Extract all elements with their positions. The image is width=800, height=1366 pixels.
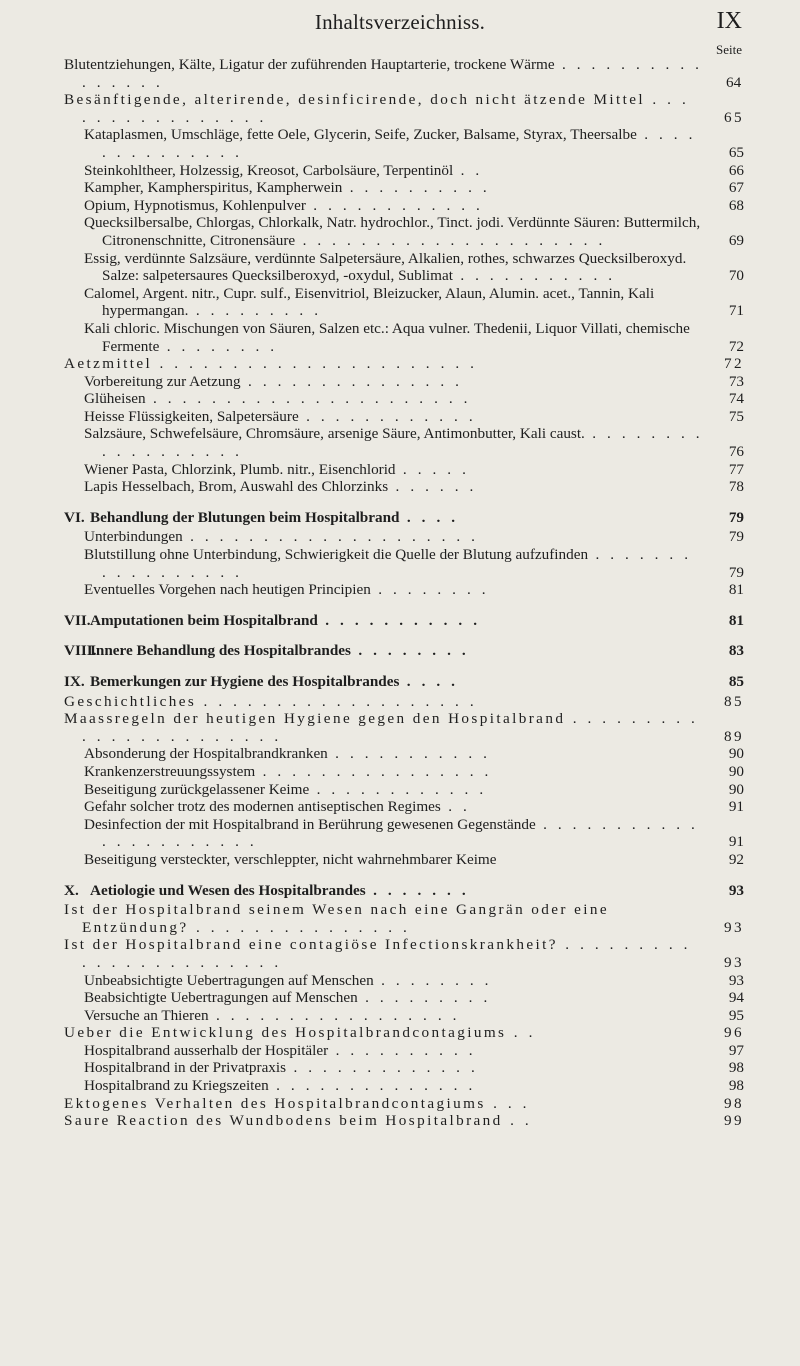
entry-page: 79 bbox=[728, 528, 744, 546]
entry-page: 96 bbox=[724, 1024, 744, 1042]
entry-text: Quecksilbersalbe, Chlorgas, Chlorkalk, Natr. hydrochlor., Tinct. jodi. Verdünnte Säuren: Buttermilch, Citronenschnitte, Citronensäure bbox=[84, 214, 701, 249]
toc-entry bbox=[64, 478, 744, 496]
toc-entry bbox=[64, 461, 744, 479]
entry-page: 81 bbox=[728, 581, 744, 599]
entry-text: Kataplasmen, Umschläge, fette Oele, Glycerin, Seife, Zucker, Balsame, Styrax, Theersalbe bbox=[84, 126, 637, 144]
entry-page: 97 bbox=[728, 1041, 744, 1059]
leader-dots: . . . . . . bbox=[388, 478, 477, 496]
leader-dots: . . . . . . . . . . . . . . . . . . . . bbox=[182, 528, 479, 546]
entry-text: Hospitalbrand ausserhalb der Hospitäler bbox=[84, 1041, 329, 1059]
entry-text: Besänftigende, alterirende, desinficirende, doch nicht ätzende Mittel bbox=[64, 91, 645, 109]
leader-dots: . . . . . . . . . bbox=[188, 302, 322, 320]
toc-entry bbox=[64, 320, 744, 355]
leader-dots: . . . . . . . . . . . bbox=[452, 267, 616, 285]
toc-entry bbox=[64, 816, 744, 851]
toc-entry bbox=[64, 936, 744, 971]
toc-entry bbox=[64, 285, 744, 320]
toc-entry bbox=[64, 710, 744, 745]
entry-text: Krankenzerstreuungssystem bbox=[84, 762, 256, 780]
entry-page: 93 bbox=[728, 971, 744, 989]
entry-page: 89 bbox=[724, 727, 744, 745]
entry-page: 95 bbox=[728, 1006, 744, 1024]
entry-text: Beseitigung zurückgelassener Keime bbox=[84, 780, 310, 798]
entry-page: 91 bbox=[728, 798, 744, 816]
entry-text: Amputationen beim Hospitalbrand bbox=[90, 611, 318, 629]
chapter-heading bbox=[64, 642, 744, 660]
leader-dots: . . . . . . . . . . . . . . . . . . . bbox=[196, 692, 478, 710]
entry-text: Lapis Hesselbach, Brom, Auswahl des Chlorzinks bbox=[84, 478, 389, 496]
leader-dots: . . . . . . . . . . . . . . . . bbox=[255, 762, 492, 780]
entry-text: Gefahr solcher trotz des modernen antiseptischen Regimes bbox=[84, 798, 441, 816]
entry-page: 75 bbox=[728, 407, 744, 425]
leader-dots: . . bbox=[453, 161, 483, 179]
chapter-number: VIII. bbox=[64, 642, 97, 660]
toc-entry bbox=[64, 373, 744, 391]
entry-text: Unterbindungen bbox=[84, 528, 183, 546]
entry-page: 65 bbox=[724, 108, 744, 126]
leader-dots: . . . . . . . . . . bbox=[342, 179, 491, 197]
leader-dots: . . . . . . . . . . . . . . . . . bbox=[208, 1006, 461, 1024]
leader-dots: . . . . . . . . . . . . . . . . . . . . . . bbox=[152, 355, 478, 373]
entry-page: 72 bbox=[728, 337, 744, 355]
leader-dots: . . . . . . . bbox=[365, 881, 470, 899]
leader-dots: . . . . . . . . bbox=[373, 971, 493, 989]
entry-text: Desinfection der mit Hospitalbrand in Berührung gewesenen Gegenstände bbox=[84, 815, 536, 833]
entry-text: Blutstillung ohne Unterbindung, Schwierigkeit die Quelle der Blutung aufzufinden bbox=[84, 546, 589, 564]
entry-page: 90 bbox=[728, 780, 744, 798]
chapter-heading bbox=[64, 882, 744, 900]
entry-page: 69 bbox=[728, 231, 744, 249]
entry-text: Vorbereitung zur Aetzung bbox=[84, 372, 241, 390]
toc-entry bbox=[64, 693, 744, 711]
leader-dots: . . . . . . . . . . . . . . . bbox=[240, 372, 463, 390]
entry-page: 92 bbox=[728, 850, 744, 868]
toc-entry bbox=[64, 1059, 744, 1077]
toc-entry bbox=[64, 250, 744, 285]
chapter-heading bbox=[64, 612, 744, 630]
entry-page: 70 bbox=[728, 267, 744, 285]
leader-dots: . . . . . . . . . . . bbox=[327, 745, 491, 763]
leader-dots: . . bbox=[440, 798, 471, 816]
toc-entry bbox=[64, 355, 744, 373]
entry-page: 78 bbox=[728, 478, 744, 496]
leader-dots: . . . . . . . . . . . . . . . . . . . . . . . bbox=[82, 710, 699, 745]
entry-text: Essig, verdünnte Salzsäure, verdünnte Salpetersäure, Alkalien, rothes, schwarzes Quecksilberoxyd. Salze: salpetersaures Quecksilberoxyd, -oxydul, Sublimat bbox=[84, 249, 687, 285]
entry-text: Steinkohltheer, Holzessig, Kreosot, Carbolsäure, Terpentinöl bbox=[84, 161, 454, 179]
entry-page: 98 bbox=[724, 1094, 744, 1112]
leader-dots: . . . . . . . . . . . . . . . . . . bbox=[102, 425, 704, 461]
leader-dots: . . . . . . . . . . . . . . . bbox=[188, 918, 411, 936]
toc-entry bbox=[64, 1112, 744, 1130]
entry-page: 85 bbox=[724, 692, 744, 710]
entry-page: 73 bbox=[728, 372, 744, 390]
chapter-heading bbox=[64, 509, 744, 527]
leader-dots: . . . . . . . . bbox=[159, 337, 278, 355]
leader-dots: . . . . . . . . . . . . . . . . bbox=[82, 91, 690, 126]
leader-dots: . . . bbox=[485, 1094, 531, 1112]
entry-page: 74 bbox=[728, 390, 744, 408]
page-number: IX bbox=[716, 8, 742, 34]
toc-entry bbox=[64, 408, 744, 426]
leader-dots: . . . . . bbox=[395, 460, 470, 478]
entry-page: 81 bbox=[728, 611, 744, 629]
entry-text: Unbeabsichtigte Uebertragungen auf Menschen bbox=[84, 971, 374, 989]
toc-entry bbox=[64, 197, 744, 215]
toc-entry bbox=[64, 1095, 744, 1113]
entry-page: 91 bbox=[728, 833, 744, 851]
leader-dots: . . . . . . . . . . . . . . bbox=[102, 126, 697, 161]
chapter-number: VII. bbox=[64, 611, 91, 629]
leader-dots: . . . . . . . . . . bbox=[328, 1041, 477, 1059]
leader-dots: . . . . . . . . bbox=[370, 581, 490, 599]
entry-text: Geschichtliches bbox=[64, 692, 197, 710]
seite-label: Seite bbox=[716, 42, 742, 57]
chapter-number: VI. bbox=[64, 508, 85, 526]
entry-page: 98 bbox=[728, 1077, 744, 1095]
entry-text: Saure Reaction des Wundbodens beim Hospitalbrand bbox=[64, 1112, 503, 1130]
entry-text: Eventuelles Vorgehen nach heutigen Principien bbox=[84, 581, 371, 599]
leader-dots: . . . . . . . . . . . . bbox=[305, 196, 484, 214]
toc-entry bbox=[64, 390, 744, 408]
entry-text: Behandlung der Blutungen beim Hospitalbrand bbox=[90, 508, 400, 526]
toc-entry bbox=[64, 901, 744, 936]
entry-text: Ueber die Entwicklung des Hospitalbrandcontagiums bbox=[64, 1024, 507, 1042]
entry-text: Hospitalbrand in der Privatpraxis bbox=[84, 1059, 287, 1077]
entry-text: Beseitigung versteckter, verschleppter, nicht wahrnehmbarer Keime bbox=[84, 850, 497, 868]
entry-page: 79 bbox=[728, 508, 744, 526]
leader-dots: . . bbox=[506, 1024, 536, 1042]
entry-page: 68 bbox=[728, 196, 744, 214]
entry-text: Innere Behandlung des Hospitalbrandes bbox=[90, 642, 351, 660]
leader-dots: . . . . . . . . . . . . bbox=[309, 780, 487, 798]
toc-entry bbox=[64, 781, 744, 799]
leader-dots: . . bbox=[502, 1112, 533, 1130]
entry-page: 98 bbox=[728, 1059, 744, 1077]
leader-dots: . . . . bbox=[399, 673, 459, 690]
leader-dots: . . . . . . . . . . . . . . . . . . . . . . bbox=[102, 815, 699, 851]
entry-page: 93 bbox=[724, 918, 744, 936]
entry-page: 72 bbox=[724, 355, 744, 373]
toc-entry bbox=[64, 528, 744, 546]
entry-text: Maassregeln der heutigen Hygiene gegen den Hospitalbrand bbox=[64, 710, 566, 728]
toc-entry bbox=[64, 798, 744, 816]
chapter-number: IX. bbox=[64, 673, 85, 690]
toc-entry bbox=[64, 162, 744, 180]
toc-entry bbox=[64, 1042, 744, 1060]
toc-entry bbox=[64, 214, 744, 249]
entry-page: 93 bbox=[728, 881, 744, 899]
entry-text: Blutentziehungen, Kälte, Ligatur der zuführenden Hauptarterie, trockene Wärme bbox=[64, 56, 555, 73]
leader-dots: . . . . . . . . . . . . . bbox=[286, 1059, 479, 1077]
entry-text: Aetiologie und Wesen des Hospitalbrandes bbox=[90, 881, 366, 899]
entry-text: Salzsäure, Schwefelsäure, Chromsäure, arsenige Säure, Antimonbutter, Kali caust. bbox=[84, 425, 585, 443]
running-head bbox=[0, 10, 800, 36]
running-title: Inhaltsverzeichniss. bbox=[314, 10, 486, 34]
toc-entry bbox=[64, 425, 744, 460]
entry-page: 93 bbox=[724, 953, 744, 971]
entry-text: Kali chloric. Mischungen von Säuren, Salzen etc.: Aqua vulner. Thedenii, Liquor Villati, chemische Fermente bbox=[84, 319, 690, 355]
entry-text: Absonderung der Hospitalbrandkranken bbox=[84, 745, 328, 763]
leader-dots: . . . . bbox=[399, 508, 459, 526]
entry-text: Opium, Hypnotismus, Kohlenpulver bbox=[84, 196, 306, 214]
leader-dots: . . . . . . . . . . . . . . . . . bbox=[102, 546, 692, 581]
leader-dots: . . . . . . . . . . . . . . bbox=[268, 1077, 476, 1095]
toc-entry bbox=[64, 745, 744, 763]
entry-page: 76 bbox=[728, 443, 744, 461]
entry-text: Kampher, Kampherspiritus, Kampherwein bbox=[84, 179, 343, 197]
entry-page: 94 bbox=[728, 989, 744, 1007]
entry-text: Heisse Flüssigkeiten, Salpetersäure bbox=[84, 407, 299, 425]
toc-entry bbox=[64, 1024, 744, 1042]
leader-dots: . . . . . . . . . . . . . . . . . . . . . . bbox=[145, 390, 472, 408]
table-of-contents bbox=[64, 56, 744, 1130]
entry-text: Ektogenes Verhalten des Hospitalbrandcontagiums bbox=[64, 1094, 486, 1112]
entry-page: 77 bbox=[728, 460, 744, 478]
entry-page: 83 bbox=[728, 642, 744, 660]
leader-dots: . . . . . . . . . bbox=[357, 989, 491, 1007]
entry-text: Ist der Hospitalbrand eine contagiöse Infectionskrankheit? bbox=[64, 936, 558, 954]
entry-text: Beabsichtigte Uebertragungen auf Menschen bbox=[84, 989, 358, 1007]
entry-page: 85 bbox=[728, 673, 744, 690]
entry-text: Versuche an Thieren bbox=[84, 1006, 209, 1024]
entry-text: Calomel, Argent. nitr., Cupr. sulf., Eisenvitriol, Bleizucker, Alaun, Alumin. acet., Tannin, Kali hypermangan. bbox=[84, 284, 655, 320]
toc-entry bbox=[64, 1077, 744, 1095]
leader-dots: . . . . . . . . . . . . . . . . . . . . . . . bbox=[82, 936, 692, 971]
entry-text: Hospitalbrand zu Kriegszeiten bbox=[84, 1077, 269, 1095]
entry-page: 90 bbox=[728, 762, 744, 780]
toc-entry bbox=[64, 581, 744, 599]
entry-text: Aetzmittel bbox=[64, 355, 153, 373]
toc-entry bbox=[64, 179, 744, 197]
entry-text: Wiener Pasta, Chlorzink, Plumb. nitr., Eisenchlorid bbox=[84, 460, 396, 478]
entry-text: Glüheisen bbox=[84, 390, 146, 408]
leader-dots: . . . . . . . . . . . . bbox=[298, 407, 477, 425]
toc-entry bbox=[64, 851, 744, 869]
chapter-number: X. bbox=[64, 881, 79, 899]
toc-entry bbox=[64, 972, 744, 990]
toc-entry bbox=[64, 1007, 744, 1025]
entry-text: Ist der Hospitalbrand seinem Wesen nach eine Gangrän oder eine Entzündung? bbox=[64, 901, 609, 936]
entry-page: 99 bbox=[724, 1112, 744, 1130]
leader-dots: . . . . . . . . bbox=[350, 642, 470, 660]
entry-page: 90 bbox=[728, 745, 744, 763]
toc-entry bbox=[64, 126, 744, 161]
entry-page: 79 bbox=[728, 563, 744, 581]
entry-page: 66 bbox=[728, 161, 744, 179]
entry-text: Bemerkungen zur Hygiene des Hospitalbrandes bbox=[90, 673, 400, 690]
toc-entry bbox=[64, 546, 744, 581]
chapter-heading bbox=[64, 673, 744, 691]
toc-entry bbox=[64, 989, 744, 1007]
leader-dots: . . . . . . . . . . . . . . . . . . . . . bbox=[295, 231, 606, 249]
leader-dots: . . . . . . . . . . . bbox=[317, 611, 481, 629]
toc-entry bbox=[64, 91, 744, 126]
entry-page: 71 bbox=[728, 302, 744, 320]
toc-entry bbox=[64, 763, 744, 781]
entry-page: 65 bbox=[728, 143, 744, 161]
toc-entry: Blutentziehungen, Kälte, Ligatur der zuführenden Hauptarterie, trockene Wärme . . . . . . . . . . . . . . . . 64 bbox=[64, 56, 742, 91]
entry-page: 67 bbox=[728, 179, 744, 197]
leader-dots: . . . . . . . . . . . . . . . . bbox=[82, 56, 703, 91]
